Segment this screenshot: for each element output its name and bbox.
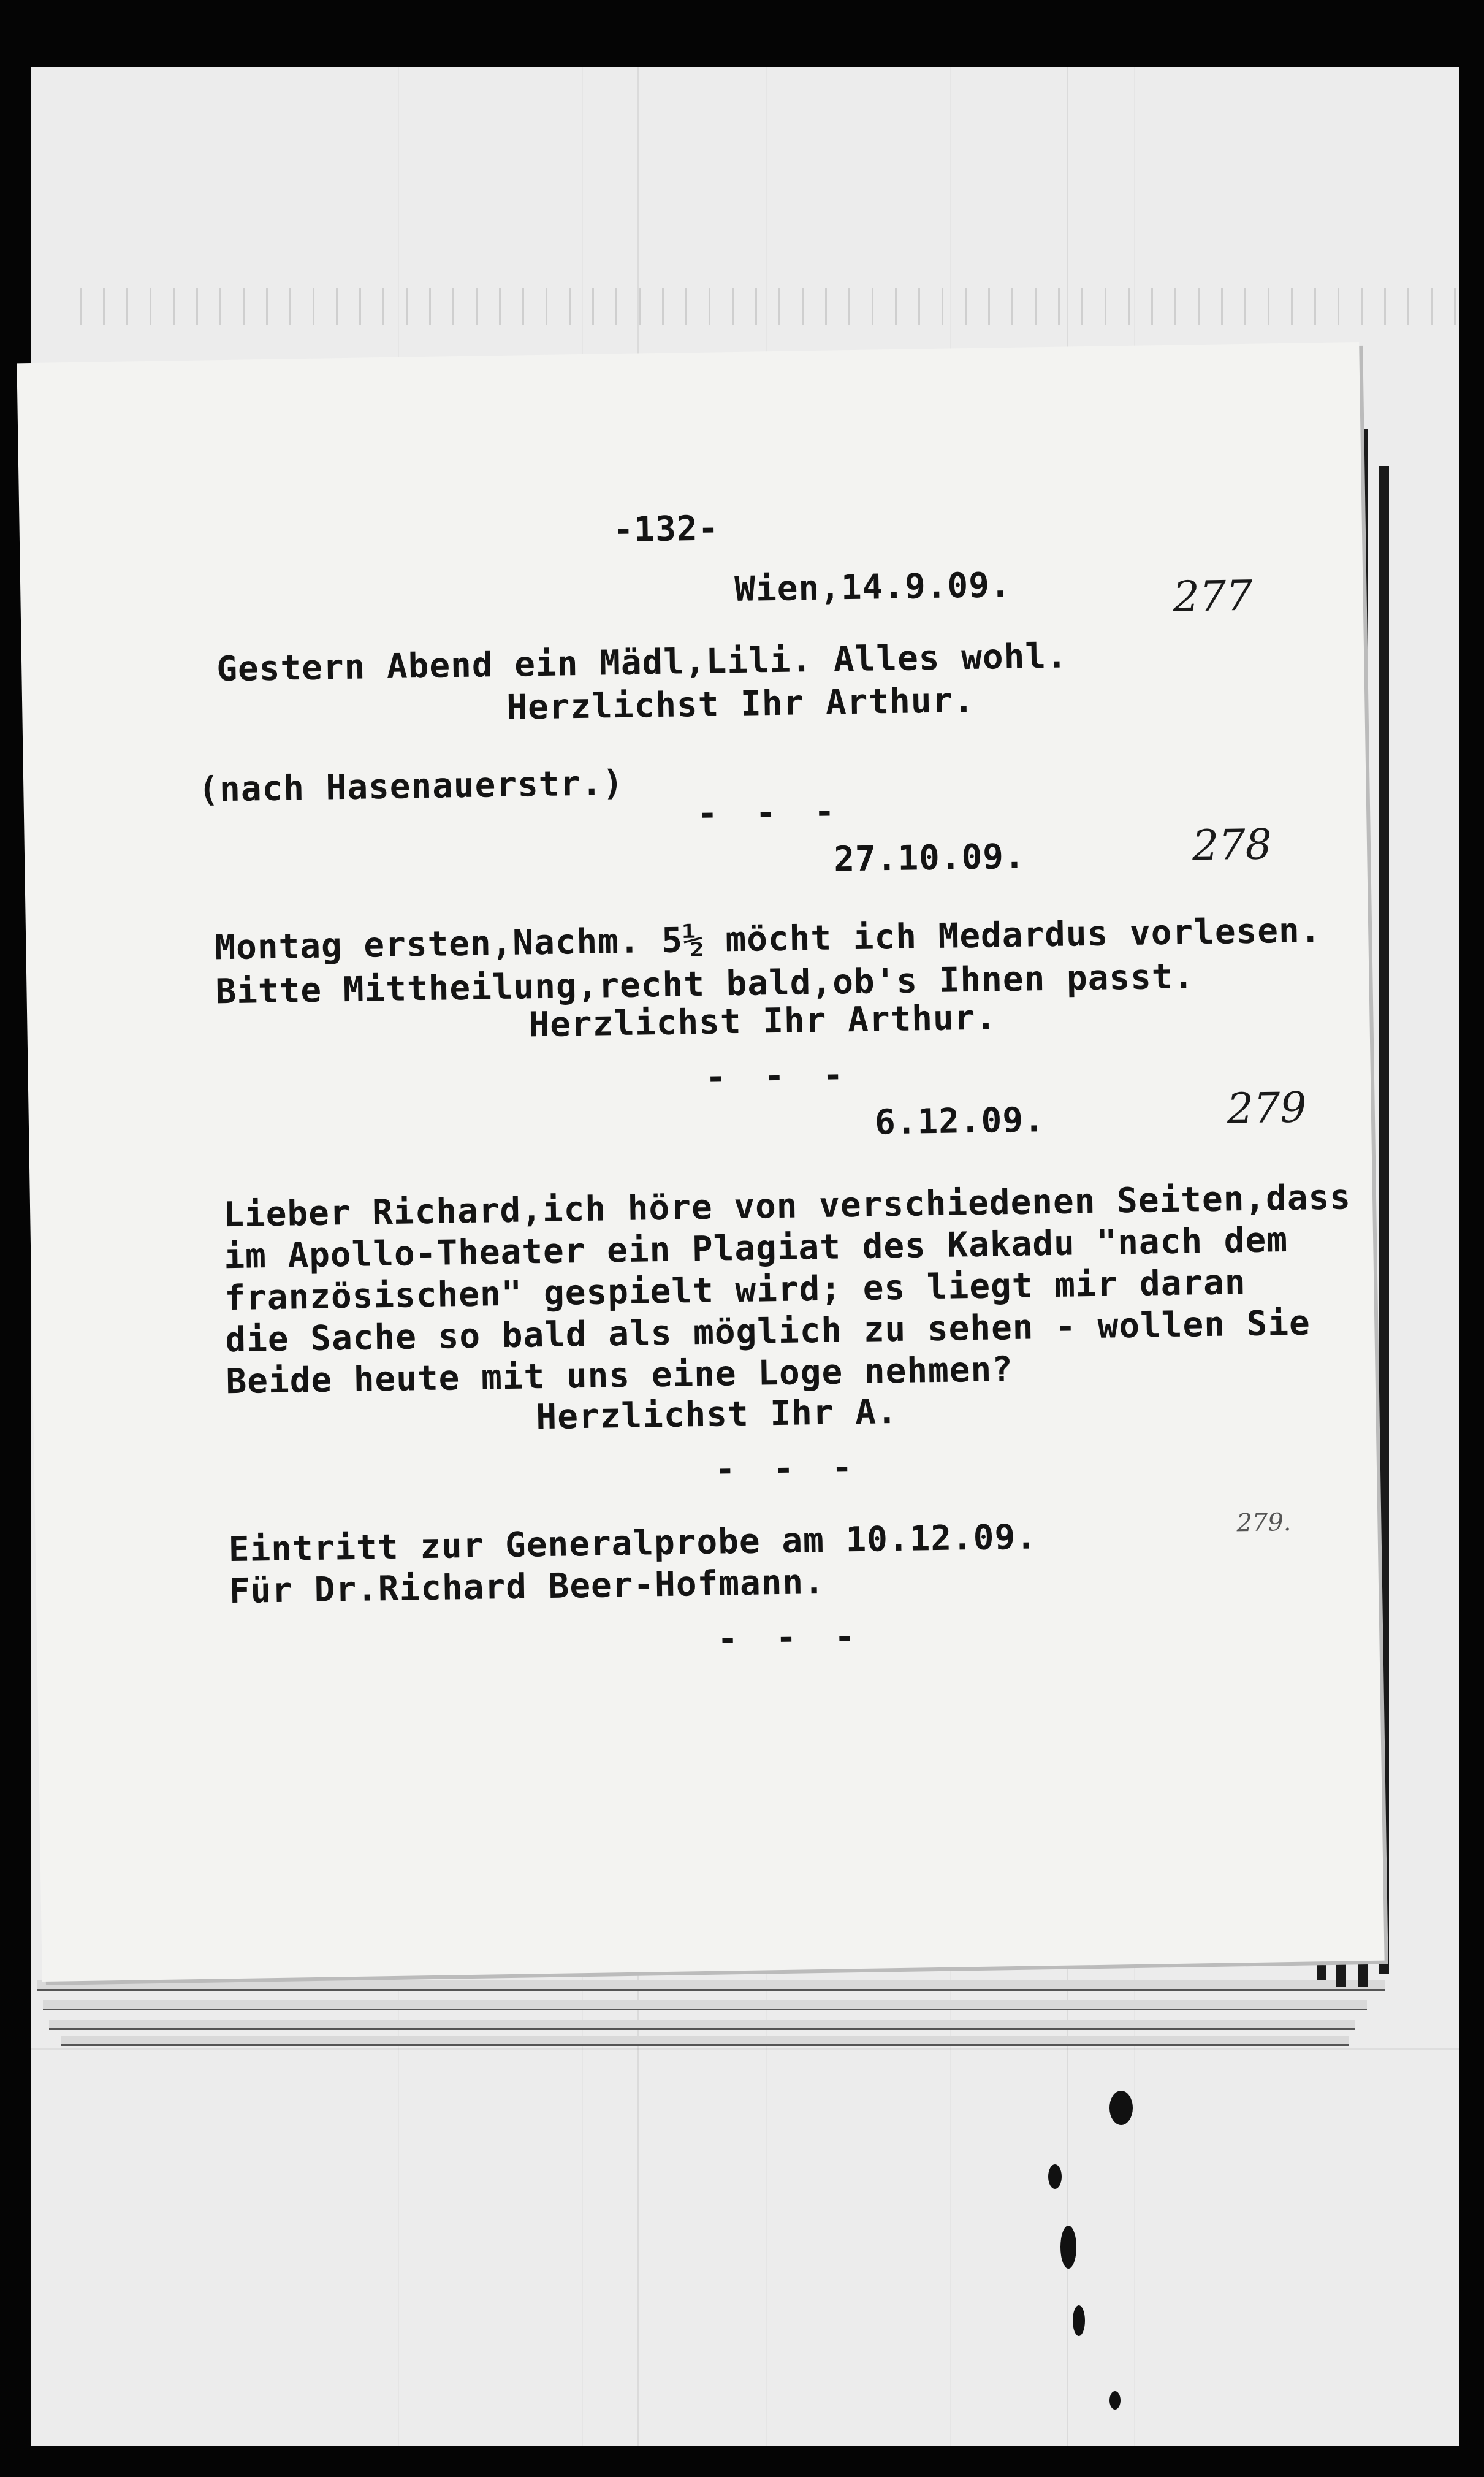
- ink-blot: [1109, 2091, 1133, 2125]
- stacked-sheet-edge: [43, 2000, 1367, 2010]
- entry-date: 27.10.09.: [833, 836, 1026, 880]
- entry-line: Montag ersten,Nachm. 5½ möcht ich Medardus vorlesen.: [214, 910, 1322, 968]
- entry-line: französischen" gespielt wird; es liegt mir daran: [224, 1262, 1247, 1319]
- entry-line: Beide heute mit uns eine Loge nehmen?: [226, 1349, 1014, 1402]
- stacked-sheet-edge: [61, 2036, 1349, 2046]
- letter-page: [17, 342, 1384, 1982]
- background-typewriter-marks: [80, 288, 1465, 325]
- entry-line: Für Dr.Richard Beer-Hofmann.: [229, 1562, 826, 1612]
- page-number: -132-: [612, 508, 720, 551]
- entry-separator: - - -: [705, 1055, 852, 1097]
- entry-date: 6.12.09.: [874, 1100, 1046, 1143]
- entry-number-handwritten: 278: [1192, 820, 1273, 871]
- entry-line: Herzlichst Ihr Arthur.: [506, 680, 975, 728]
- stacked-sheet-edge: [49, 2020, 1355, 2030]
- entry-line: Herzlichst Ihr Arthur.: [528, 998, 997, 1045]
- entry-line: Gestern Abend ein Mädl,Lili. Alles wohl.: [216, 636, 1068, 690]
- entry-separator: - - -: [717, 1616, 864, 1659]
- entry-number-handwritten: 279.: [1236, 1508, 1292, 1538]
- ink-blot: [1109, 2391, 1121, 2410]
- ink-blot: [1048, 2164, 1062, 2189]
- entry-line: Bitte Mittheilung,recht bald,ob's Ihnen passt.: [215, 956, 1195, 1012]
- entry-number-handwritten: 277: [1173, 571, 1254, 622]
- entry-separator: - - -: [714, 1447, 861, 1490]
- entry-line: im Apollo-Theater ein Plagiat des Kakadu "nach dem: [223, 1219, 1288, 1277]
- entry-note: (nach Hasenauerstr.): [197, 763, 625, 810]
- ink-blot: [1060, 2226, 1076, 2269]
- entry-separator: - - -: [696, 792, 844, 834]
- ink-blot: [1073, 2305, 1085, 2336]
- entry-date: Wien,14.9.09.: [734, 565, 1012, 610]
- entry-line: Lieber Richard,ich höre von verschiedenen Seiten,dass: [223, 1177, 1352, 1235]
- fold-crease: [31, 2048, 1459, 2050]
- entry-line: Eintritt zur Generalprobe am 10.12.09.: [228, 1517, 1038, 1570]
- entry-number-handwritten: 279: [1227, 1083, 1307, 1134]
- entry-line: die Sache so bald als möglich zu sehen - wollen Sie: [224, 1303, 1311, 1361]
- stacked-sheet-edge: [37, 1980, 1385, 1991]
- entry-line: Herzlichst Ihr A.: [536, 1392, 899, 1438]
